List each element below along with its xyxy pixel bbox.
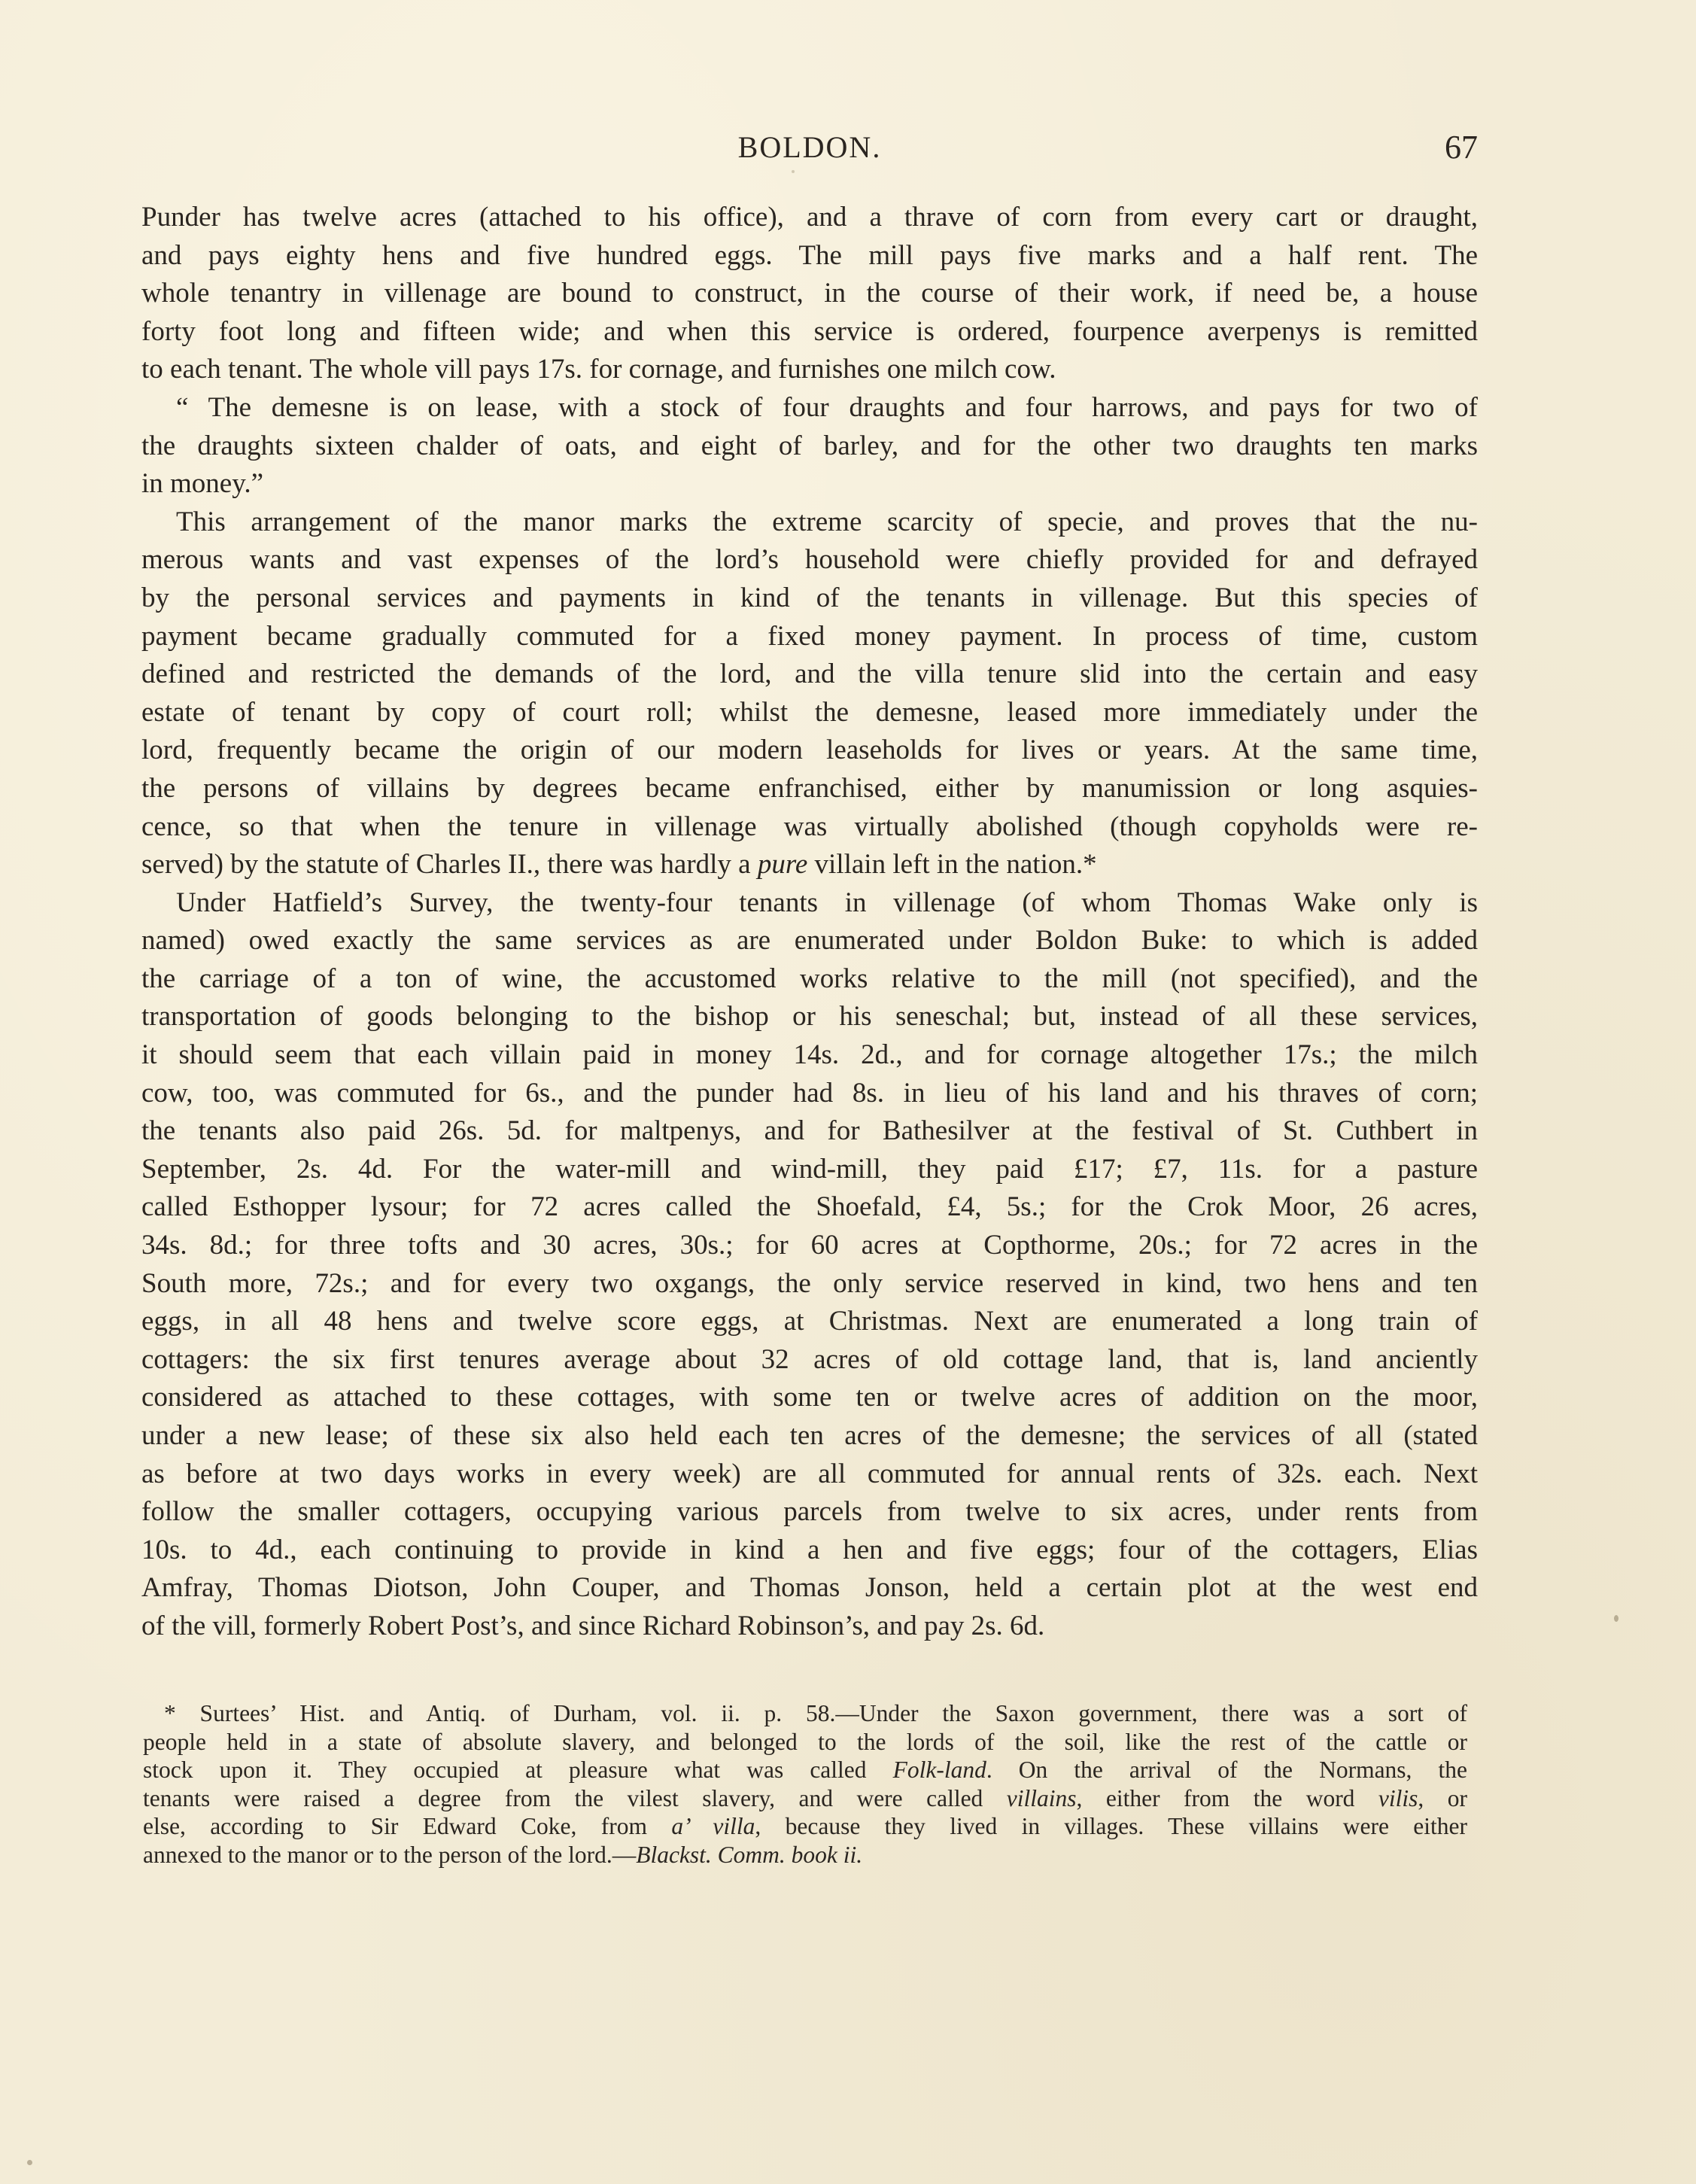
body-line: in money.” — [141, 468, 264, 500]
body-line: the persons of villains by degrees became enfranchised, either by manumission or long asquies- — [141, 772, 1478, 804]
body-line: September, 2s. 4d. For the water-mill and wind-mill, they paid £17; £7, 11s. for a pasture — [141, 1153, 1478, 1185]
body-line: the carriage of a ton of wine, the accustomed works relative to the mill (not specified), and the — [141, 963, 1478, 994]
body-line: of the vill, formerly Robert Post’s, and since Richard Robinson’s, and pay 2s. 6d. — [141, 1610, 1045, 1641]
footnote — [143, 1699, 1467, 1869]
body-line: forty foot long and fifteen wide; and when this service is ordered, fourpence averpenys is remitted — [141, 315, 1478, 347]
body-line: This arrangement of the manor marks the extreme scarcity of specie, and proves that the nu- — [176, 506, 1478, 537]
body-line: defined and restricted the demands of the lord, and the villa tenure slid into the certain and easy — [141, 659, 1478, 690]
running-title: BOLDON. — [737, 130, 882, 164]
body-line: 10s. to 4d., each continuing to provide in kind a hen and five eggs; four of the cottagers, Elias — [141, 1534, 1478, 1565]
body-text — [141, 199, 1478, 1646]
paper-speck — [792, 170, 795, 173]
body-line: by the personal services and payments in kind of the tenants in villenage. But this species of — [141, 582, 1478, 613]
body-line: named) owed exactly the same services as are enumerated under Boldon Buke: to which is added — [141, 925, 1478, 957]
body-line: the draughts sixteen chalder of oats, and eight of barley, and for the other two draughts ten marks — [141, 430, 1478, 461]
body-line: “ The demesne is on lease, with a stock of four draughts and four harrows, and pays for two of — [176, 391, 1478, 423]
body-line: cottagers: the six first tenures average about 32 acres of old cottage land, that is, land anciently — [141, 1343, 1478, 1375]
body-line: eggs, in all 48 hens and twelve score eggs, at Christmas. Next are enumerated a long train of — [141, 1306, 1478, 1337]
paper-speck — [27, 2160, 32, 2165]
footnote-line: * Surtees’ Hist. and Antiq. of Durham, vol. ii. p. 58.—Under the Saxon government, there was a sort of — [164, 1700, 1467, 1726]
footnote-line: people held in a state of absolute slavery, and belonged to the lords of the soil, like the rest of the cattle or — [143, 1728, 1467, 1755]
body-line: transportation of goods belonging to the bishop or his seneschal; but, instead of all these services, — [141, 1001, 1478, 1033]
body-line: cence, so that when the tenure in villenage was virtually abolished (though copyholds were re- — [141, 811, 1478, 842]
body-line: served) by the statute of Charles II., there was hardly a pure villain left in the nation.* — [141, 849, 1097, 881]
body-line: and pays eighty hens and five hundred eggs. The mill pays five marks and a half rent. The — [141, 239, 1478, 271]
body-line: South more, 72s.; and for every two oxgangs, the only service reserved in kind, two hens and ten — [141, 1267, 1478, 1299]
body-line: Amfray, Thomas Diotson, John Couper, and Thomas Jonson, held a certain plot at the west end — [141, 1572, 1478, 1604]
body-line: the tenants also paid 26s. 5d. for maltpenys, and for Bathesilver at the festival of St. Cuthbert in — [141, 1115, 1478, 1147]
body-line: considered as attached to these cottages, with some ten or twelve acres of addition on the moor, — [141, 1382, 1478, 1413]
body-line: lord, frequently became the origin of our modern leaseholds for lives or years. At the same time, — [141, 735, 1478, 766]
paper-speck — [1614, 1615, 1618, 1622]
body-line: cow, too, was commuted for 6s., and the punder had 8s. in lieu of his land and his thraves of corn; — [141, 1077, 1478, 1109]
body-line: Punder has twelve acres (attached to his office), and a thrave of corn from every cart or draught, — [141, 202, 1478, 233]
body-line: payment became gradually commuted for a fixed money payment. In process of time, custom — [141, 620, 1478, 652]
body-line: merous wants and vast expenses of the lord’s household were chiefly provided for and defrayed — [141, 544, 1478, 576]
body-line: to each tenant. The whole vill pays 17s. for cornage, and furnishes one milch cow. — [141, 354, 1056, 385]
footnote-line: else, according to Sir Edward Coke, from a’ villa, because they lived in villages. These villains were either — [143, 1813, 1467, 1840]
body-line: under a new lease; of these six also held each ten acres of the demesne; the services of all (stated — [141, 1420, 1478, 1451]
footnote-line: tenants were raised a degree from the vilest slavery, and were called villains, either from the word vilis, or — [143, 1784, 1467, 1811]
footnote-line: stock upon it. They occupied at pleasure what was called Folk-land. On the arrival of the Normans, the — [143, 1757, 1467, 1784]
body-line: Under Hatfield’s Survey, the twenty-four tenants in villenage (of whom Thomas Wake only is — [176, 887, 1478, 918]
page-header — [141, 129, 1478, 175]
body-line: follow the smaller cottagers, occupying various parcels from twelve to six acres, under rents from — [141, 1496, 1478, 1528]
footnote-line: annexed to the manor or to the person of the lord.—Blackst. Comm. book ii. — [143, 1841, 863, 1868]
page-number: 67 — [1445, 129, 1478, 166]
body-line: estate of tenant by copy of court roll; whilst the demesne, leased more immediately under the — [141, 696, 1478, 728]
body-line: 34s. 8d.; for three tofts and 30 acres, 30s.; for 60 acres at Copthorme, 20s.; for 72 acres in the — [141, 1230, 1478, 1261]
body-line: whole tenantry in villenage are bound to construct, in the course of their work, if need be, a house — [141, 278, 1478, 309]
body-line: as before at two days works in every week) are all commuted for annual rents of 32s. each. Next — [141, 1458, 1478, 1489]
body-line: called Esthopper lysour; for 72 acres called the Shoefald, £4, 5s.; for the Crok Moor, 26 acres, — [141, 1191, 1478, 1223]
body-line: it should seem that each villain paid in money 14s. 2d., and for cornage altogether 17s.; the milch — [141, 1039, 1478, 1071]
